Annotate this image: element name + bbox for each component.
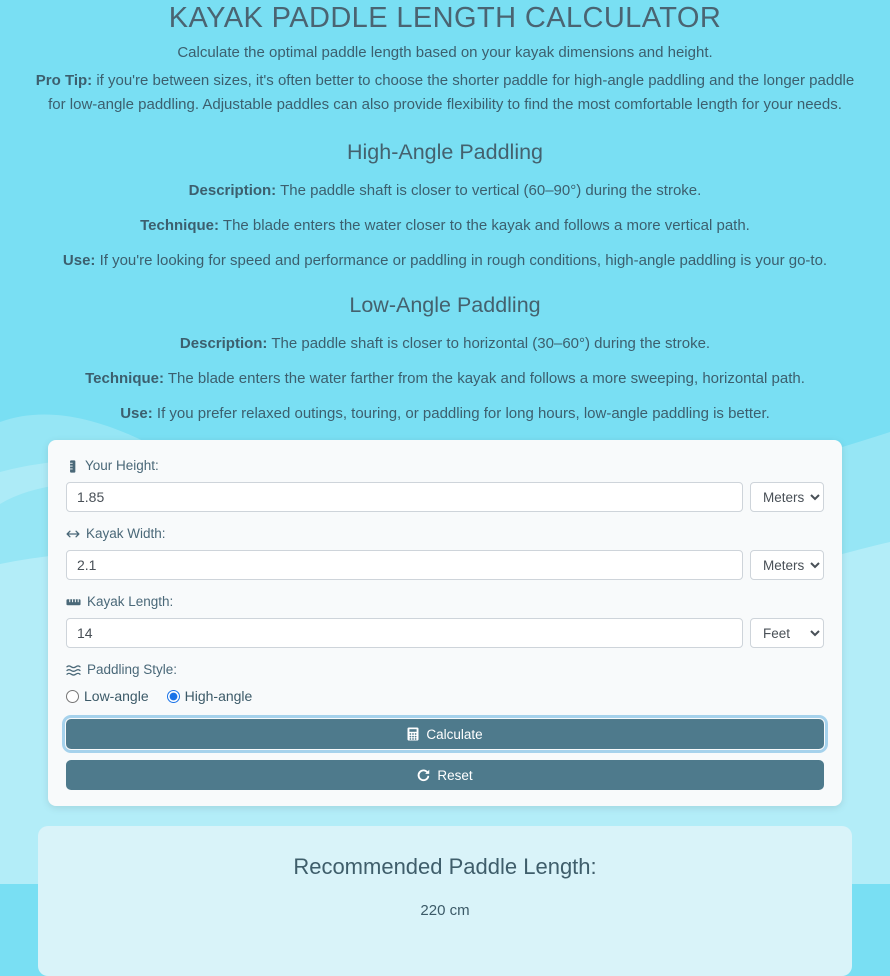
low-angle-radio-label: Low-angle	[84, 688, 149, 704]
high-angle-use	[26, 252, 864, 270]
kayak-calculator-page	[0, 2, 890, 976]
width-unit-select[interactable]	[750, 550, 824, 580]
low-angle-heading: Low-Angle Paddling	[349, 293, 541, 317]
length-field	[66, 594, 824, 648]
high-angle-radio-option[interactable]	[167, 688, 253, 704]
ruler-vertical-icon	[66, 459, 79, 474]
page-subtitle: Calculate the optimal paddle length based on your kayak dimensions and height.	[177, 44, 713, 61]
use-text: If you're looking for speed and performance or paddling in rough conditions, high-angle paddling is your go-to.	[95, 252, 828, 269]
height-field	[66, 458, 824, 512]
reset-button-label: Reset	[437, 767, 473, 783]
paddling-style-radio-group	[66, 688, 824, 704]
reset-button[interactable]	[66, 760, 824, 790]
description-text: The paddle shaft is closer to horizontal (30–60°) during the stroke.	[267, 335, 711, 352]
height-unit-select[interactable]	[750, 482, 824, 512]
width-input[interactable]	[66, 550, 743, 580]
paddling-style-label	[66, 662, 824, 678]
page-title: KAYAK PADDLE LENGTH CALCULATOR	[168, 2, 722, 34]
technique-label: Technique:	[140, 217, 220, 234]
paddling-style-field	[66, 662, 824, 704]
length-input[interactable]	[66, 618, 743, 648]
width-label-text: Kayak Width:	[86, 526, 166, 541]
calculate-button-label: Calculate	[426, 726, 483, 742]
technique-text: The blade enters the water farther from the kayak and follows a more sweeping, horizontal path.	[163, 370, 805, 387]
use-text: If you prefer relaxed outings, touring, or paddling for long hours, low-angle paddling is better.	[152, 405, 770, 422]
height-input-row	[66, 482, 824, 512]
high-angle-section	[26, 140, 864, 270]
high-angle-technique	[26, 217, 864, 235]
description-label: Description:	[188, 182, 277, 199]
high-angle-radio[interactable]	[167, 690, 180, 703]
low-angle-description	[26, 335, 864, 353]
length-input-row	[66, 618, 824, 648]
low-angle-radio-option[interactable]	[66, 688, 149, 704]
width-label	[66, 526, 824, 542]
width-field	[66, 526, 824, 580]
height-label-text: Your Height:	[85, 458, 159, 473]
description-label: Description:	[179, 335, 268, 352]
height-label	[66, 458, 824, 474]
rotate-right-icon	[417, 769, 430, 782]
ruler-horizontal-icon	[66, 596, 81, 608]
pro-tip-label: Pro Tip:	[35, 72, 93, 89]
low-angle-radio[interactable]	[66, 690, 79, 703]
length-unit-select[interactable]	[750, 618, 824, 648]
result-card	[38, 826, 852, 976]
high-angle-radio-label: High-angle	[184, 688, 253, 704]
high-angle-description	[26, 182, 864, 200]
low-angle-section	[26, 293, 864, 423]
arrows-left-right-icon	[66, 528, 80, 540]
paddling-style-label-text: Paddling Style:	[87, 662, 178, 677]
length-label-text: Kayak Length:	[87, 594, 174, 609]
water-waves-icon	[66, 664, 81, 677]
low-angle-technique	[26, 370, 864, 388]
technique-label: Technique:	[85, 370, 164, 387]
pro-tip-text: if you're between sizes, it's often better to choose the shorter paddle for high-angle paddling and the longer paddle for low-angle paddling. Adjustable paddles can also provide flexibility to find the most comfortable length for your needs.	[48, 72, 855, 113]
pro-tip	[32, 69, 858, 117]
description-text: The paddle shaft is closer to vertical (60–90°) during the stroke.	[276, 182, 702, 199]
calculate-button[interactable]	[66, 719, 824, 749]
technique-text: The blade enters the water closer to the kayak and follows a more vertical path.	[219, 217, 750, 234]
use-label: Use:	[62, 252, 96, 269]
use-label: Use:	[120, 405, 153, 422]
width-input-row	[66, 550, 824, 580]
low-angle-use	[26, 405, 864, 423]
high-angle-heading: High-Angle Paddling	[346, 140, 544, 164]
calculator-form-card	[48, 440, 842, 806]
result-value: 220 cm	[420, 902, 470, 919]
height-input[interactable]	[66, 482, 743, 512]
result-heading: Recommended Paddle Length:	[293, 854, 597, 879]
calculator-icon	[407, 727, 419, 741]
length-label	[66, 594, 824, 610]
